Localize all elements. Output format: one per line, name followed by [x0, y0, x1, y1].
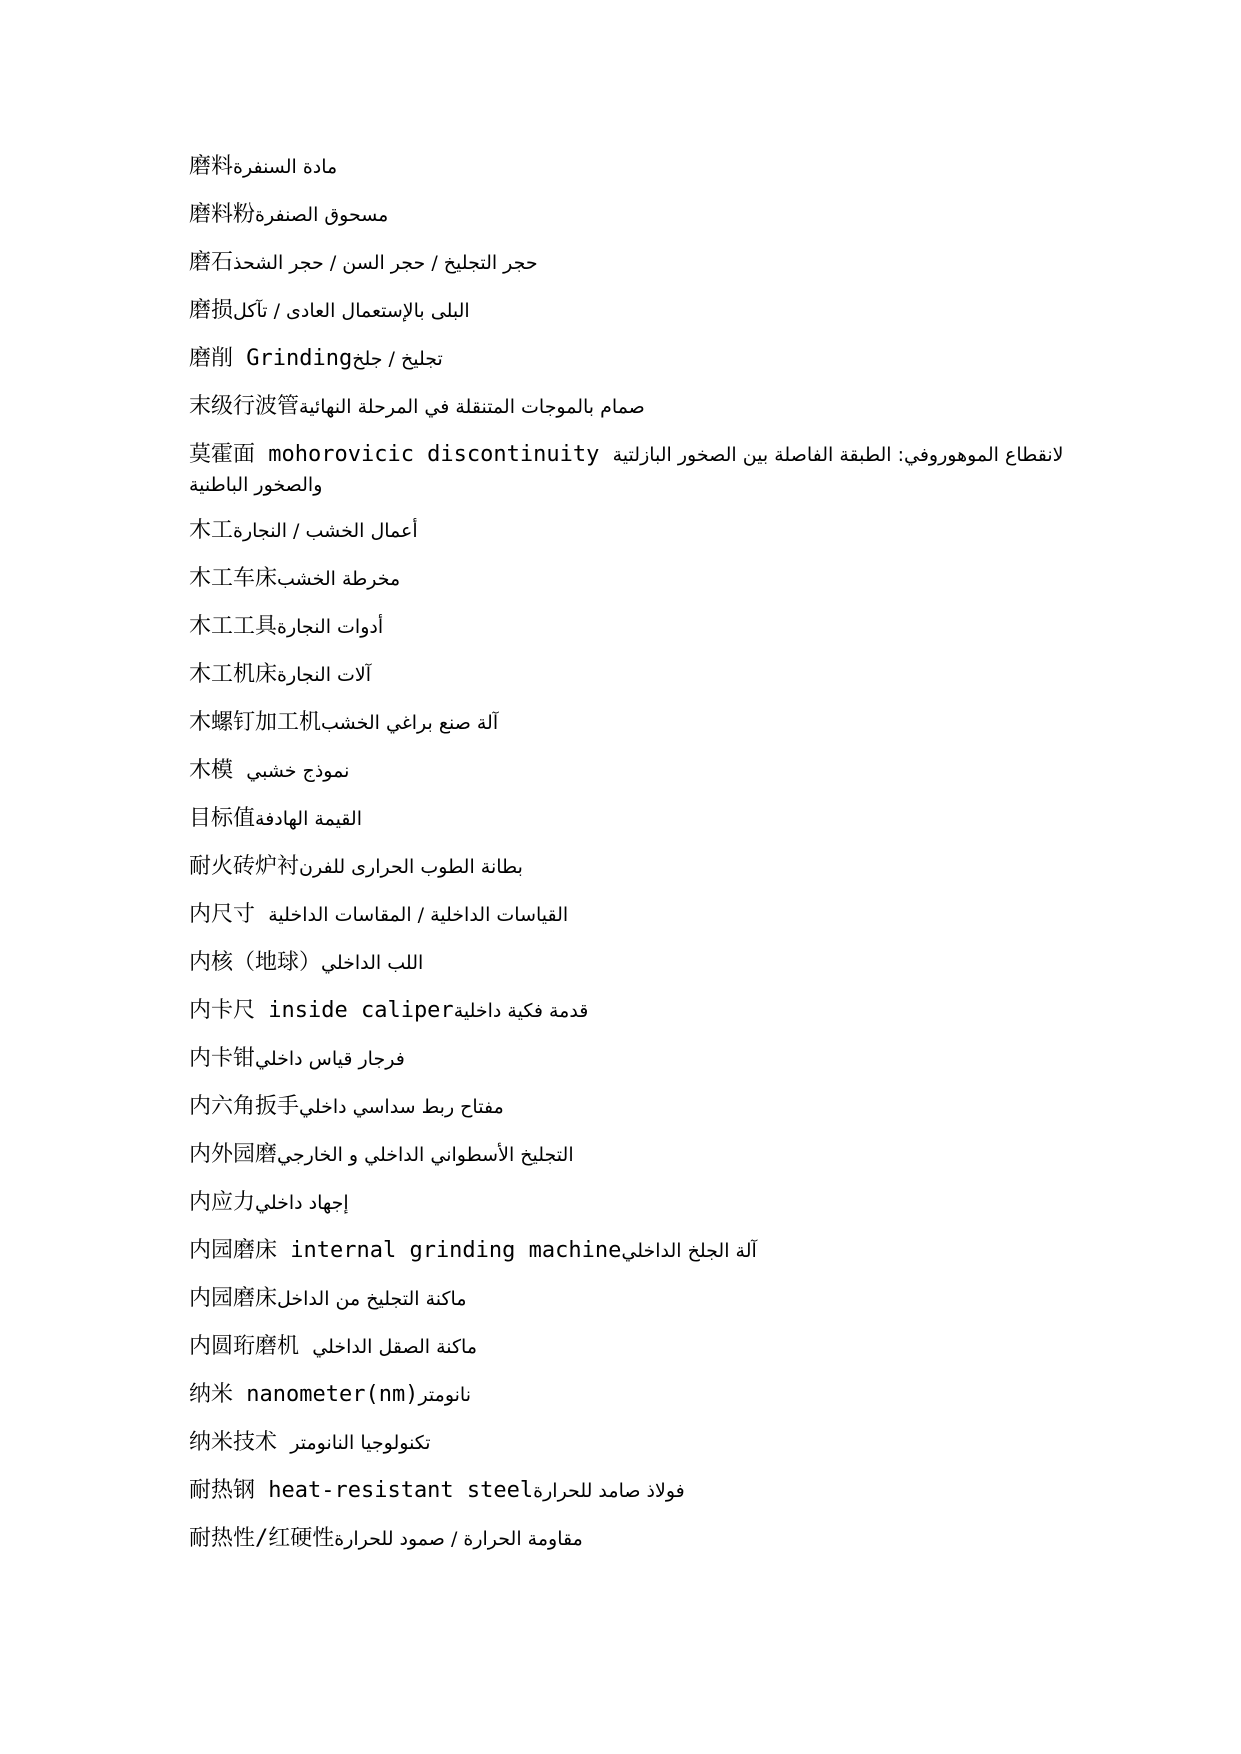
chinese-term: 磨料粉: [189, 202, 256, 227]
arabic-translation: آلة الجلخ الداخلي: [621, 1240, 757, 1262]
arabic-translation: آلات النجارة: [277, 664, 372, 686]
chinese-term: 纳米技术: [189, 1430, 291, 1455]
chinese-term: 木螺钉加工机: [189, 710, 322, 735]
chinese-term: 耐热性/红硬性: [189, 1526, 335, 1551]
arabic-translation: آلة صنع براغي الخشب: [321, 712, 499, 734]
arabic-translation: تجليخ / جلخ: [352, 348, 443, 370]
glossary-entry: [189, 516, 1069, 546]
glossary-entry: [189, 392, 1069, 422]
arabic-translation: بطانة الطوب الحرارى للفرن: [299, 856, 523, 878]
arabic-translation: فولاذ صامد للحرارة: [533, 1480, 685, 1502]
glossary-entry: [189, 1236, 1069, 1266]
chinese-term: 内核（地球）: [189, 950, 322, 975]
arabic-translation: حجر التجليخ / حجر السن / حجر الشحذ: [233, 252, 538, 274]
glossary-entry: [189, 1284, 1069, 1314]
chinese-term: 耐热钢 heat-resistant steel: [189, 1478, 534, 1503]
arabic-translation: مادة السنفرة: [233, 156, 338, 178]
chinese-term: 内卡钳: [189, 1046, 256, 1071]
arabic-translation: مخرطة الخشب: [277, 568, 401, 590]
chinese-term: 末级行波管: [189, 394, 300, 419]
arabic-translation: البلى بالإستعمال العادى / تآكل: [233, 300, 470, 322]
arabic-translation: صمام بالموجات المتنقلة في المرحلة النهائية: [299, 396, 645, 418]
chinese-term: 内园磨床 internal grinding machine: [189, 1238, 622, 1263]
chinese-term: 内应力: [189, 1190, 256, 1215]
glossary-list: [189, 152, 1069, 1572]
arabic-translation: فرجار قياس داخلي: [255, 1048, 405, 1070]
chinese-term: 纳米 nanometer(nm): [189, 1382, 419, 1407]
chinese-term: 木工机床: [189, 662, 278, 687]
glossary-entry: [189, 996, 1069, 1026]
chinese-term: 内圆珩磨机: [189, 1334, 313, 1359]
chinese-term: 木工: [189, 518, 234, 543]
chinese-term: 内园磨床: [189, 1286, 278, 1311]
arabic-translation: ماكنة الصقل الداخلي: [312, 1336, 477, 1358]
glossary-entry: [189, 1332, 1069, 1362]
glossary-entry: [189, 440, 1069, 500]
glossary-entry: [189, 248, 1069, 278]
chinese-term: 磨削 Grinding: [189, 346, 353, 371]
chinese-term: 内六角扳手: [189, 1094, 300, 1119]
arabic-translation: اللب الداخلي: [321, 952, 424, 974]
glossary-entry: [189, 344, 1069, 374]
arabic-translation: قدمة فكية داخلية: [453, 1000, 589, 1022]
arabic-translation: أدوات النجارة: [277, 616, 384, 638]
arabic-translation: نانومتر: [418, 1384, 472, 1406]
chinese-term: 目标值: [189, 806, 256, 831]
chinese-term: 内尺寸: [189, 902, 269, 927]
glossary-entry: [189, 1140, 1069, 1170]
glossary-entry: [189, 1092, 1069, 1122]
chinese-term: 耐火砖炉衬: [189, 854, 300, 879]
glossary-entry: [189, 1428, 1069, 1458]
arabic-translation: نموذج خشبي: [246, 760, 350, 782]
chinese-term: 内卡尺 inside caliper: [189, 998, 454, 1023]
chinese-term: 木工车床: [189, 566, 278, 591]
glossary-entry: [189, 1476, 1069, 1506]
glossary-entry: [189, 296, 1069, 326]
chinese-term: 木模: [189, 758, 247, 783]
glossary-entry: [189, 948, 1069, 978]
chinese-term: 磨石: [189, 250, 234, 275]
arabic-translation: أعمال الخشب / النجارة: [233, 520, 418, 542]
arabic-translation: القيمة الهادفة: [255, 808, 362, 830]
glossary-entry: [189, 852, 1069, 882]
arabic-translation: القياسات الداخلية / المقاسات الداخلية: [268, 904, 569, 926]
glossary-entry: [189, 756, 1069, 786]
arabic-translation: إجهاد داخلي: [255, 1192, 349, 1214]
glossary-entry: [189, 152, 1069, 182]
glossary-entry: [189, 200, 1069, 230]
glossary-entry: [189, 564, 1069, 594]
chinese-term: 内外园磨: [189, 1142, 278, 1167]
arabic-translation: لانقطاع الموهوروفي: الطبقة الفاصلة بين الصخور البازلتية والصخور الباطنية: [189, 444, 1064, 496]
glossary-entry: [189, 708, 1069, 738]
chinese-term: 木工工具: [189, 614, 278, 639]
glossary-entry: [189, 900, 1069, 930]
arabic-translation: مسحوق الصنفرة: [255, 204, 389, 226]
glossary-entry: [189, 1188, 1069, 1218]
chinese-term: 莫霍面 mohorovicic discontinuity: [189, 442, 613, 467]
chinese-term: 磨料: [189, 154, 234, 179]
glossary-entry: [189, 660, 1069, 690]
glossary-entry: [189, 1044, 1069, 1074]
arabic-translation: تكنولوجيا النانومتر: [290, 1432, 431, 1454]
arabic-translation: ماكنة التجليخ من الداخل: [277, 1288, 467, 1310]
chinese-term: 磨损: [189, 298, 234, 323]
glossary-entry: [189, 612, 1069, 642]
glossary-entry: [189, 804, 1069, 834]
arabic-translation: التجليخ الأسطواني الداخلي و الخارجي: [277, 1144, 574, 1166]
arabic-translation: مقاومة الحرارة / صمود للحرارة: [334, 1528, 583, 1550]
glossary-entry: [189, 1524, 1069, 1554]
arabic-translation: مفتاح ربط سداسي داخلي: [299, 1096, 504, 1118]
glossary-entry: [189, 1380, 1069, 1410]
